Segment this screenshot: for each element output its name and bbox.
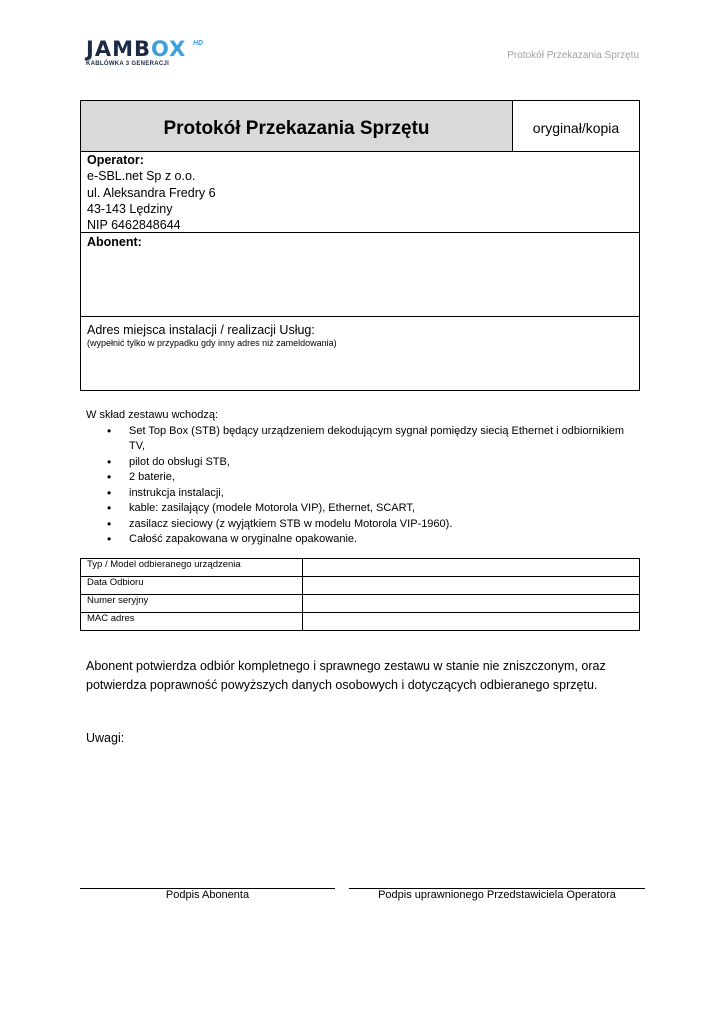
list-item: • kable: zasilający (modele Motorola VIP), Ethernet, SCART, [129, 501, 646, 517]
header-doc-label: Protokół Przekazania Sprzętu [507, 50, 639, 61]
logo-wordmark: JAMBOX [86, 37, 187, 61]
kit-list [86, 424, 646, 548]
logo-hd-mark: HD [193, 40, 204, 47]
copy-type: oryginał/kopia [532, 120, 620, 136]
mac-address-field[interactable] [303, 613, 640, 631]
subscriber-label: Abonent: [87, 235, 142, 249]
serial-number-label: Numer seryjny [81, 595, 303, 613]
operator-line: e-SBL.net Sp z o.o. [87, 169, 196, 184]
confirmation-text: Abonent potwierdza odbiór kompletnego i sprawnego zestawu w stanie nie zniszczonym, oraz potwierdza poprawność powyższych danych osobowych i dotyczących odbieranego sprzętu. [86, 659, 606, 692]
pickup-date-label: Data Odbioru [81, 577, 303, 595]
kit-intro: W skład zestawu wchodzą: [86, 409, 219, 421]
subscriber-section[interactable] [80, 232, 640, 317]
subscriber-signature-label: Podpis Abonenta [165, 889, 250, 901]
install-address-label: Adres miejsca instalacji / realizacji Usług: [87, 323, 315, 337]
table-row [81, 595, 640, 613]
list-item: • Set Top Box (STB) będący urządzeniem dekodującym sygnał pomiędzy siecią Ethernet i odbiornikiem TV, [129, 424, 646, 455]
list-item: • instrukcja instalacji, [129, 486, 646, 502]
operator-section [80, 151, 640, 233]
kit-contents [86, 408, 646, 548]
operator-signature-label: Podpis uprawnionego Przedstawiciela Operatora [378, 889, 616, 901]
list-item: • 2 baterie, [129, 470, 646, 486]
jambox-logo [86, 37, 204, 67]
notes-label: Uwagi: [86, 731, 125, 745]
title-row [80, 100, 640, 152]
operator-line: 43-143 Lędziny [87, 201, 173, 216]
table-row [81, 559, 640, 577]
operator-line: NIP 6462848644 [87, 218, 181, 233]
list-item: • zasilacz sieciowy (z wyjątkiem STB w modelu Motorola VIP-1960). [129, 517, 646, 533]
device-table [80, 558, 640, 631]
install-address-section[interactable] [80, 316, 640, 391]
table-row [81, 577, 640, 595]
operator-line: ul. Aleksandra Fredry 6 [87, 185, 216, 200]
list-item: • Całość zapakowana w oryginalne opakowanie. [129, 532, 646, 548]
table-row [81, 613, 640, 631]
device-type-label: Typ / Model odbieranego urządzenia [81, 559, 303, 577]
operator-label: Operator: [87, 153, 144, 167]
logo-tagline: KABLÓWKA 3 GENERACJI [86, 61, 170, 67]
pickup-date-field[interactable] [303, 577, 640, 595]
serial-number-field[interactable] [303, 595, 640, 613]
device-type-field[interactable] [303, 559, 640, 577]
list-item: • pilot do obsługi STB, [129, 455, 646, 471]
mac-address-label: MAC adres [81, 613, 303, 631]
document-title: Protokół Przekazania Sprzętu [81, 101, 513, 151]
install-address-note: (wypełnić tylko w przypadku gdy inny adres niż zameldowania) [87, 338, 337, 348]
